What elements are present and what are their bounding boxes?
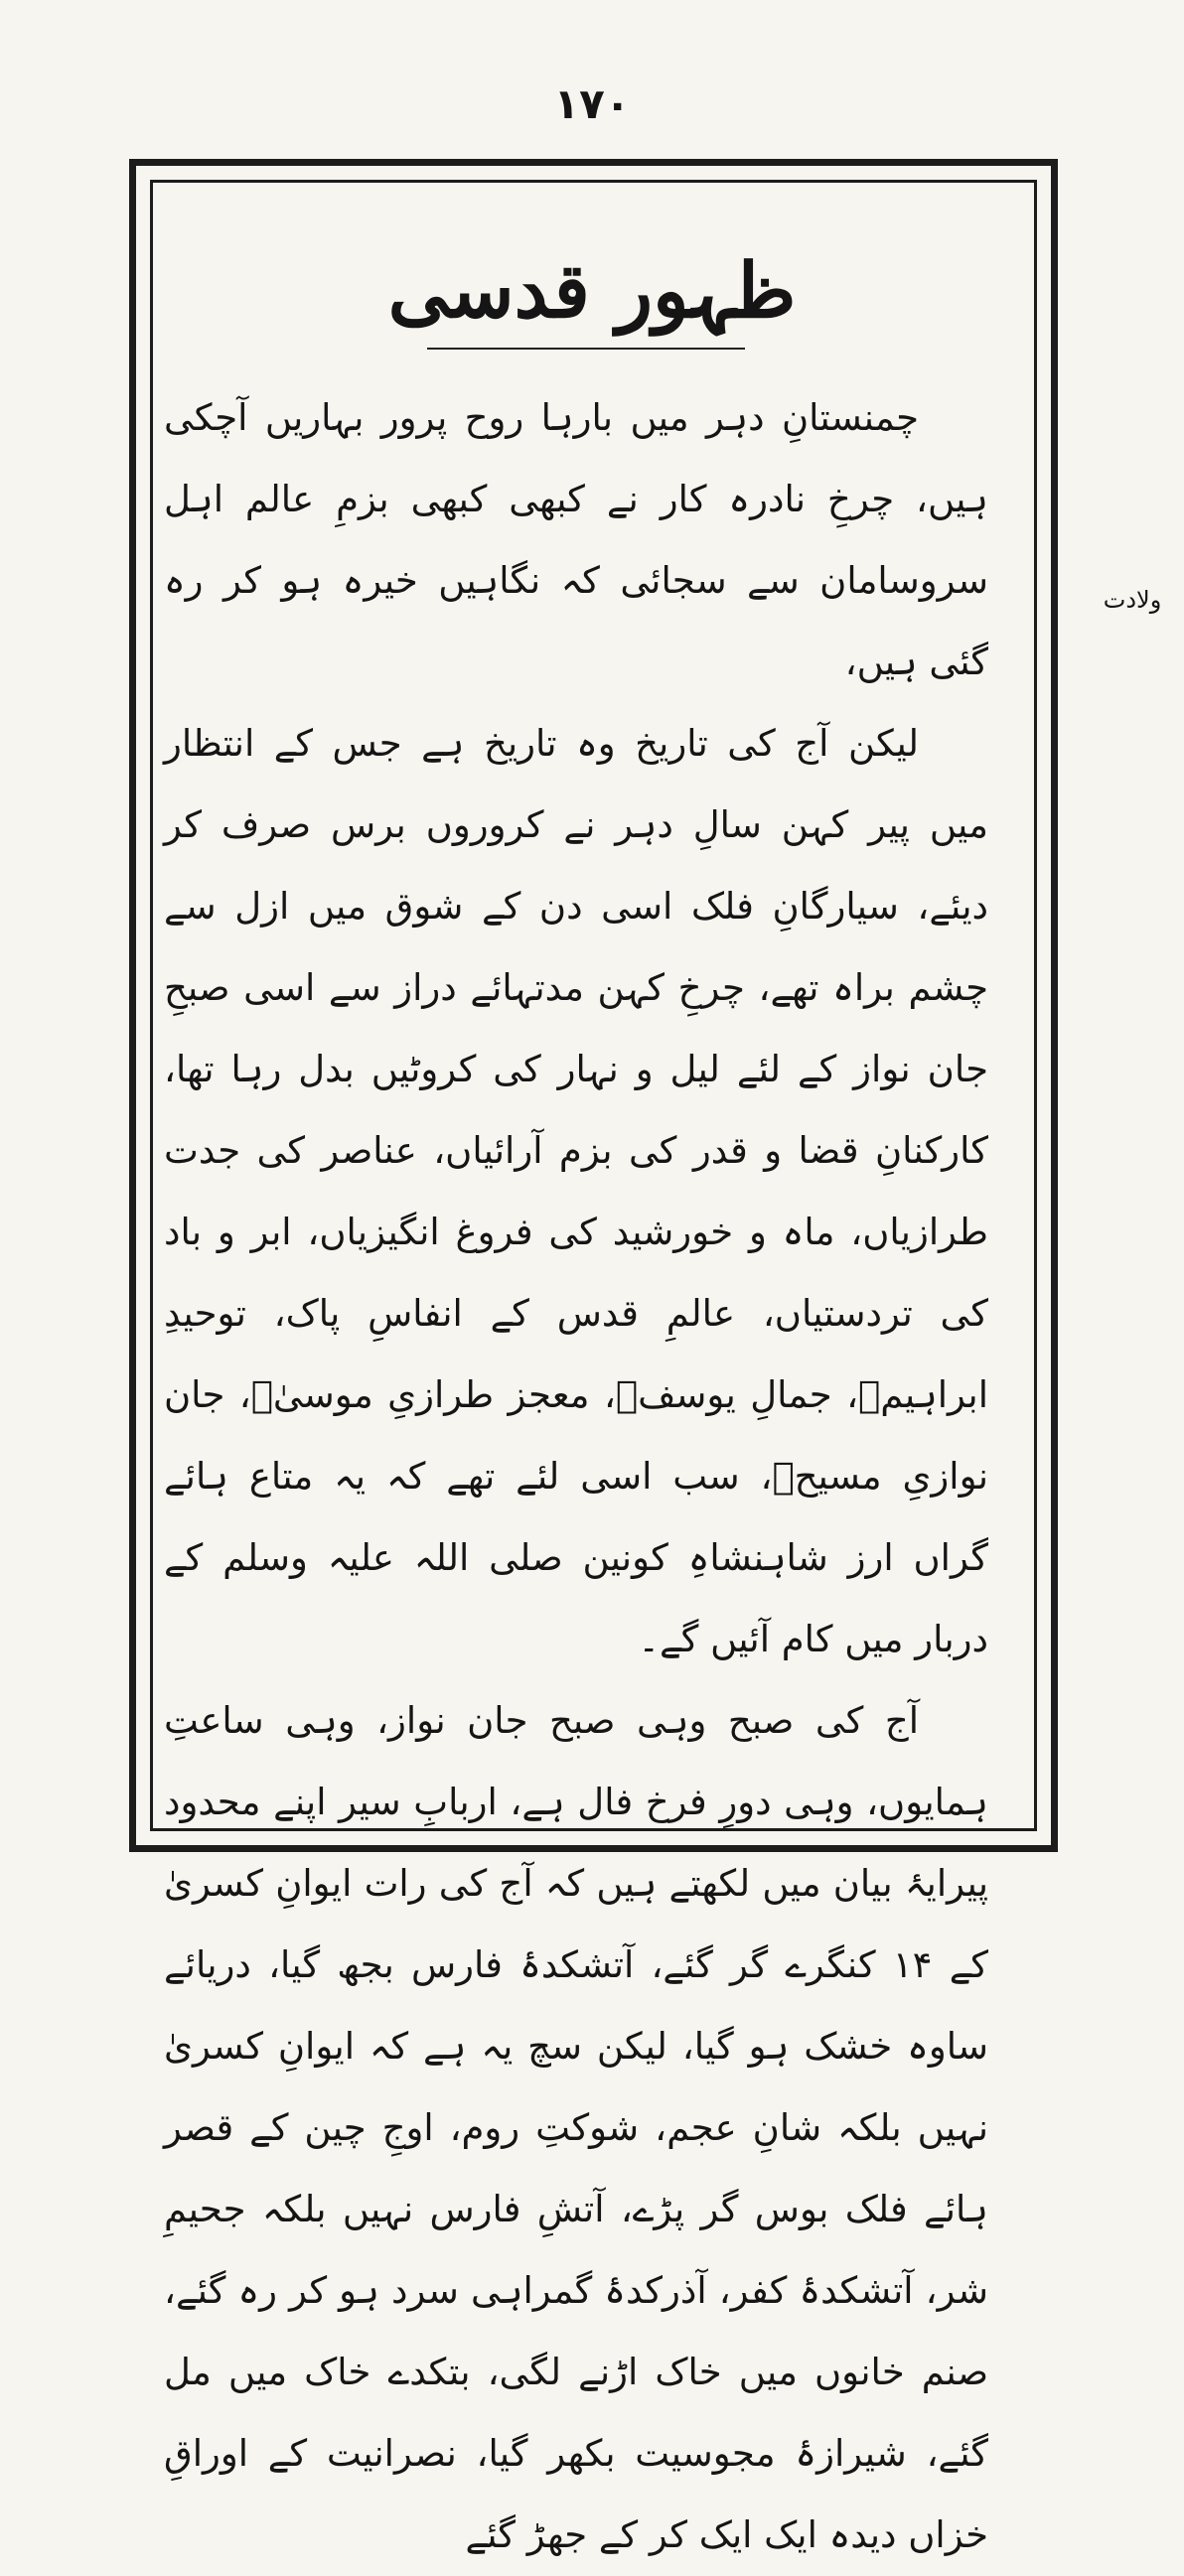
paragraph-3: آج کی صبح وہی صبح جان نواز، وہی ساعتِ ہمایوں، وہی دورِ فرخ فال ہے، اربابِ سیر اپنے محدود پیرایۂ بیان میں لکھتے ہیں کہ آج کی رات ایوانِ کسریٰ کے ۱۴ کنگرے گر گئے، آتشکدۂ فارس بجھ گیا، دریائے ساوہ خشک ہو گیا، لیکن سچ یہ ہے کہ ایوانِ کسریٰ نہیں بلکہ شانِ عجم، شوکتِ روم، اوجِ چین کے قصر ہائے فلک بوس گر پڑے، آتشِ فارس نہیں بلکہ جحیمِ شر، آتشکدۂ کفر، آذرکدۂ گمراہی سرد ہو کر رہ گئے، صنم خانوں میں خاک اڑنے لگی، بتکدے خاک میں مل گئے، شیرازۂ مجوسیت بکھر گیا، نصرانیت کے اوراقِ خزاں دیدہ ایک ایک کر کے جھڑ گئے bbox=[164, 1699, 988, 2556]
body-text bbox=[164, 377, 988, 2576]
margin-note: ولادت bbox=[1103, 586, 1162, 614]
page-title: ظہور قدسی bbox=[387, 246, 797, 335]
paragraph-2: لیکن آج کی تاریخ وہ تاریخ ہے جس کے انتظار میں پیر کہن سالِ دہر نے کروروں برس صرف کر دیئے، سیارگانِ فلک اسی دن کے شوق میں ازل سے چشم براہ تھے، چرخِ کہن مدتہائے دراز سے اسی صبحِ جان نواز کے لئے لیل و نہار کی کروٹیں بدل رہا تھا، کارکنانِ قضا و قدر کی بزم آرائیاں، عناصر کی جدت طرازیاں، ماہ و خورشید کی فروغ انگیزیاں، ابر و باد کی تردستیاں، عالمِ قدس کے انفاسِ پاک، توحیدِ ابراہیمؑ، جمالِ یوسفؑ، معجز طرازیِ موسیٰؑ، جان نوازیِ مسیحؑ، سب اسی لئے تھے کہ یہ متاع ہائے گراں ارز شاہنشاہِ کونین صلی اللہ علیہ وسلم کے دربار میں کام آئیں گے۔ bbox=[164, 722, 988, 1660]
page-number: ۱۷۰ bbox=[553, 79, 631, 128]
title-ornament bbox=[427, 348, 745, 350]
paragraph-1: چمنستانِ دہر میں بارہا روح پرور بہاریں آچکی ہیں، چرخِ نادرہ کار نے کبھی کبھی بزمِ عالم اہل سروسامان سے سجائی کہ نگاہیں خیرہ ہو کر رہ گئی ہیں، bbox=[164, 396, 988, 683]
